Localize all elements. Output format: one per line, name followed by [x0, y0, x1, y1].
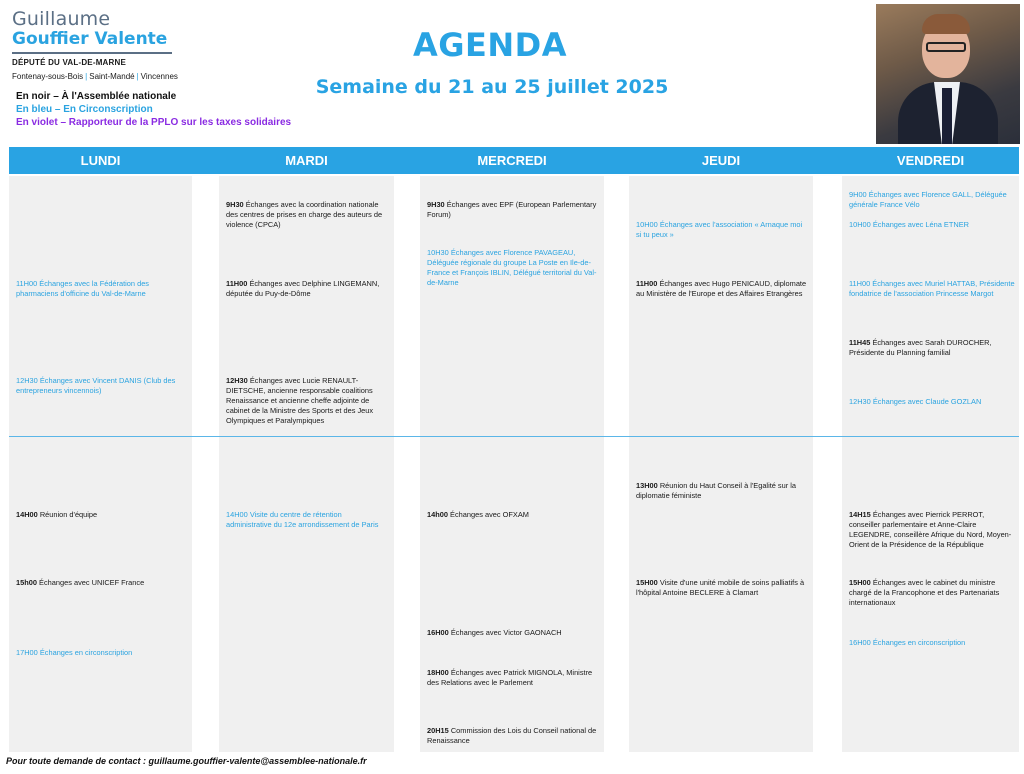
- event-text: Visite du centre de rétention administrative du 12e arrondissement de Paris: [226, 510, 379, 529]
- legend-blue: En bleu – En Circonscription: [16, 104, 153, 115]
- color-legend: [16, 90, 291, 129]
- event-text: Échanges avec UNICEF France: [39, 578, 145, 587]
- event-time: 11H00: [636, 279, 658, 288]
- event-time: 9H30: [226, 200, 244, 209]
- event-time: 20H15: [427, 726, 449, 735]
- legend-black: En noir – À l'Assemblée nationale: [16, 91, 177, 102]
- event-item: [427, 726, 597, 746]
- event-text: Échanges avec OFXAM: [450, 510, 529, 519]
- day-column-mardi: [219, 176, 394, 752]
- event-item: [849, 338, 1015, 358]
- event-time: 11H00: [226, 279, 248, 288]
- event-item: [16, 648, 186, 658]
- event-item: [849, 578, 1015, 608]
- city-name: Fontenay-sous-Bois: [12, 72, 84, 81]
- event-time: 14H00: [226, 510, 248, 519]
- day-column-jeudi: [629, 176, 813, 752]
- event-text: Échanges en circonscription: [39, 648, 133, 657]
- event-text: Échanges avec la coordination nationale des centres de prises en charge des auteurs de violence (CPCA): [226, 200, 383, 229]
- event-time: 10H30: [427, 248, 449, 257]
- event-item: [16, 376, 186, 396]
- event-text: Échanges avec Patrick MIGNOLA, Ministre des Relations avec le Parlement: [427, 668, 593, 687]
- cities-line: [12, 72, 192, 81]
- logo-last-name: Gouffier Valente: [12, 29, 168, 49]
- event-item: [427, 200, 597, 220]
- day-header-lundi: LUNDI: [80, 153, 121, 168]
- day-header-mercredi: MERCREDI: [477, 153, 547, 168]
- portrait-tie: [942, 88, 952, 144]
- event-time: 16H00: [427, 628, 449, 637]
- event-item: [427, 510, 597, 520]
- event-time: 10H00: [636, 220, 658, 229]
- logo-first-name: Guillaume: [12, 8, 111, 30]
- portrait-glasses: [926, 42, 966, 52]
- day-header-mardi: MARDI: [285, 153, 328, 168]
- event-text: Échanges avec Léna ETNER: [872, 220, 969, 229]
- contact-footer: Pour toute demande de contact : guillaume.gouffier-valente@assemblee-nationale.fr: [6, 756, 367, 766]
- portrait-photo: [876, 4, 1020, 144]
- event-text: Échanges avec Florence PAVAGEAU, Déléguée régionale du groupe La Poste en Ile-de-France et François IBLIN, Délégué territorial du Val-de-Marne: [427, 248, 597, 287]
- city-separator: |: [85, 72, 88, 81]
- event-item: [636, 220, 806, 240]
- event-time: 12H30: [849, 397, 871, 406]
- event-time: 13H00: [636, 481, 658, 490]
- role-label: DÉPUTÉ DU VAL-DE-MARNE: [12, 58, 127, 67]
- event-item: [849, 279, 1015, 299]
- event-text: Échanges avec Victor GAONACH: [450, 628, 562, 637]
- event-item: [226, 279, 388, 299]
- event-text: Échanges avec EPF (European Parlementary Forum): [427, 200, 597, 219]
- event-text: Échanges avec Muriel HATTAB, Présidente fondatrice de l'association Princesse Margot: [849, 279, 1015, 298]
- city-separator: |: [136, 72, 139, 81]
- event-time: 11H00: [16, 279, 38, 288]
- event-text: Échanges avec l'association « Arnaque moi si tu peux »: [636, 220, 803, 239]
- event-item: [636, 481, 806, 501]
- event-text: Échanges avec la Fédération des pharmaciens d'officine du Val-de-Marne: [16, 279, 149, 298]
- event-time: 9H30: [427, 200, 445, 209]
- event-item: [427, 628, 597, 638]
- event-item: [16, 578, 186, 588]
- event-text: Commission des Lois du Conseil national de Renaissance: [427, 726, 597, 745]
- event-time: 17H00: [16, 648, 38, 657]
- event-text: Échanges avec Sarah DUROCHER, Présidente du Planning familial: [849, 338, 992, 357]
- event-item: [849, 638, 1015, 648]
- event-text: Échanges en circonscription: [872, 638, 966, 647]
- event-item: [226, 510, 388, 530]
- event-time: 18H00: [427, 668, 449, 677]
- event-text: Échanges avec Florence GALL, Déléguée générale France Vélo: [849, 190, 1007, 209]
- day-header-vendredi: VENDREDI: [896, 153, 965, 168]
- event-text: Échanges avec Claude GOZLAN: [872, 397, 982, 406]
- event-time: 10H00: [849, 220, 871, 229]
- event-text: Réunion d'équipe: [39, 510, 98, 519]
- event-text: Échanges avec Delphine LINGEMANN, députée du Puy-de-Dôme: [226, 279, 380, 298]
- event-time: 15H00: [849, 578, 871, 587]
- day-column-vendredi: [842, 176, 1019, 752]
- event-item: [849, 397, 1015, 407]
- event-time: 11H45: [849, 338, 871, 347]
- event-time: 11H00: [849, 279, 871, 288]
- portrait-hair: [922, 14, 970, 34]
- event-text: Échanges avec Hugo PENICAUD, diplomate au Ministère de l'Europe et des Affaires Etrangères: [636, 279, 807, 298]
- page-subtitle: Semaine du 21 au 25 juillet 2025: [315, 76, 669, 98]
- event-time: 14H00: [16, 510, 38, 519]
- event-text: Échanges avec Lucie RENAULT-DIETSCHE, ancienne responsable coalitions Renaissance et ancienne cheffe adjointe de cabinet de la Ministre des Sports et des Jeux Olympiques et Paralympiques: [226, 376, 374, 425]
- event-item: [849, 190, 1015, 210]
- event-time: 14H15: [849, 510, 871, 519]
- page-title: AGENDA: [413, 26, 567, 64]
- midday-divider: [9, 436, 1019, 437]
- event-item: [636, 279, 808, 299]
- day-column-lundi: [9, 176, 192, 752]
- logo: [12, 10, 192, 81]
- event-text: Échanges avec Vincent DANIS (Club des entrepreneurs vincennois): [16, 376, 176, 395]
- event-time: 15h00: [16, 578, 37, 587]
- event-time: 14h00: [427, 510, 448, 519]
- event-time: 9H00: [849, 190, 867, 199]
- event-time: 12H30: [226, 376, 248, 385]
- day-header-jeudi: JEUDI: [701, 153, 741, 168]
- city-name: Vincennes: [140, 72, 178, 81]
- event-item: [16, 510, 186, 520]
- event-item: [427, 248, 597, 288]
- event-item: [849, 510, 1015, 550]
- event-time: 12H30: [16, 376, 38, 385]
- event-time: 15H00: [636, 578, 658, 587]
- event-item: [16, 279, 186, 299]
- logo-underline: [12, 52, 172, 54]
- event-item: [636, 578, 808, 598]
- event-item: [226, 376, 388, 426]
- event-text: Réunion du Haut Conseil à l'Egalité sur la diplomatie féministe: [636, 481, 797, 500]
- event-time: 16H00: [849, 638, 871, 647]
- event-item: [849, 220, 1015, 230]
- city-name: Saint-Mandé: [89, 72, 135, 81]
- event-text: Échanges avec le cabinet du ministre chargé de la Francophone et des Partenariats internationaux: [849, 578, 1000, 607]
- event-item: [427, 668, 597, 688]
- legend-violet: En violet – Rapporteur de la PPLO sur les taxes solidaires: [16, 117, 292, 128]
- event-item: [226, 200, 388, 230]
- event-text: Visite d'une unité mobile de soins palliatifs à l'hôpital Antoine BECLERE à Clamart: [636, 578, 805, 597]
- event-text: Échanges avec Pierrick PERROT, conseiller parlementaire et Anne-Claire LEGENDRE, conseillère Afrique du Nord, Moyen-Orient de la Présidence de la République: [849, 510, 1012, 549]
